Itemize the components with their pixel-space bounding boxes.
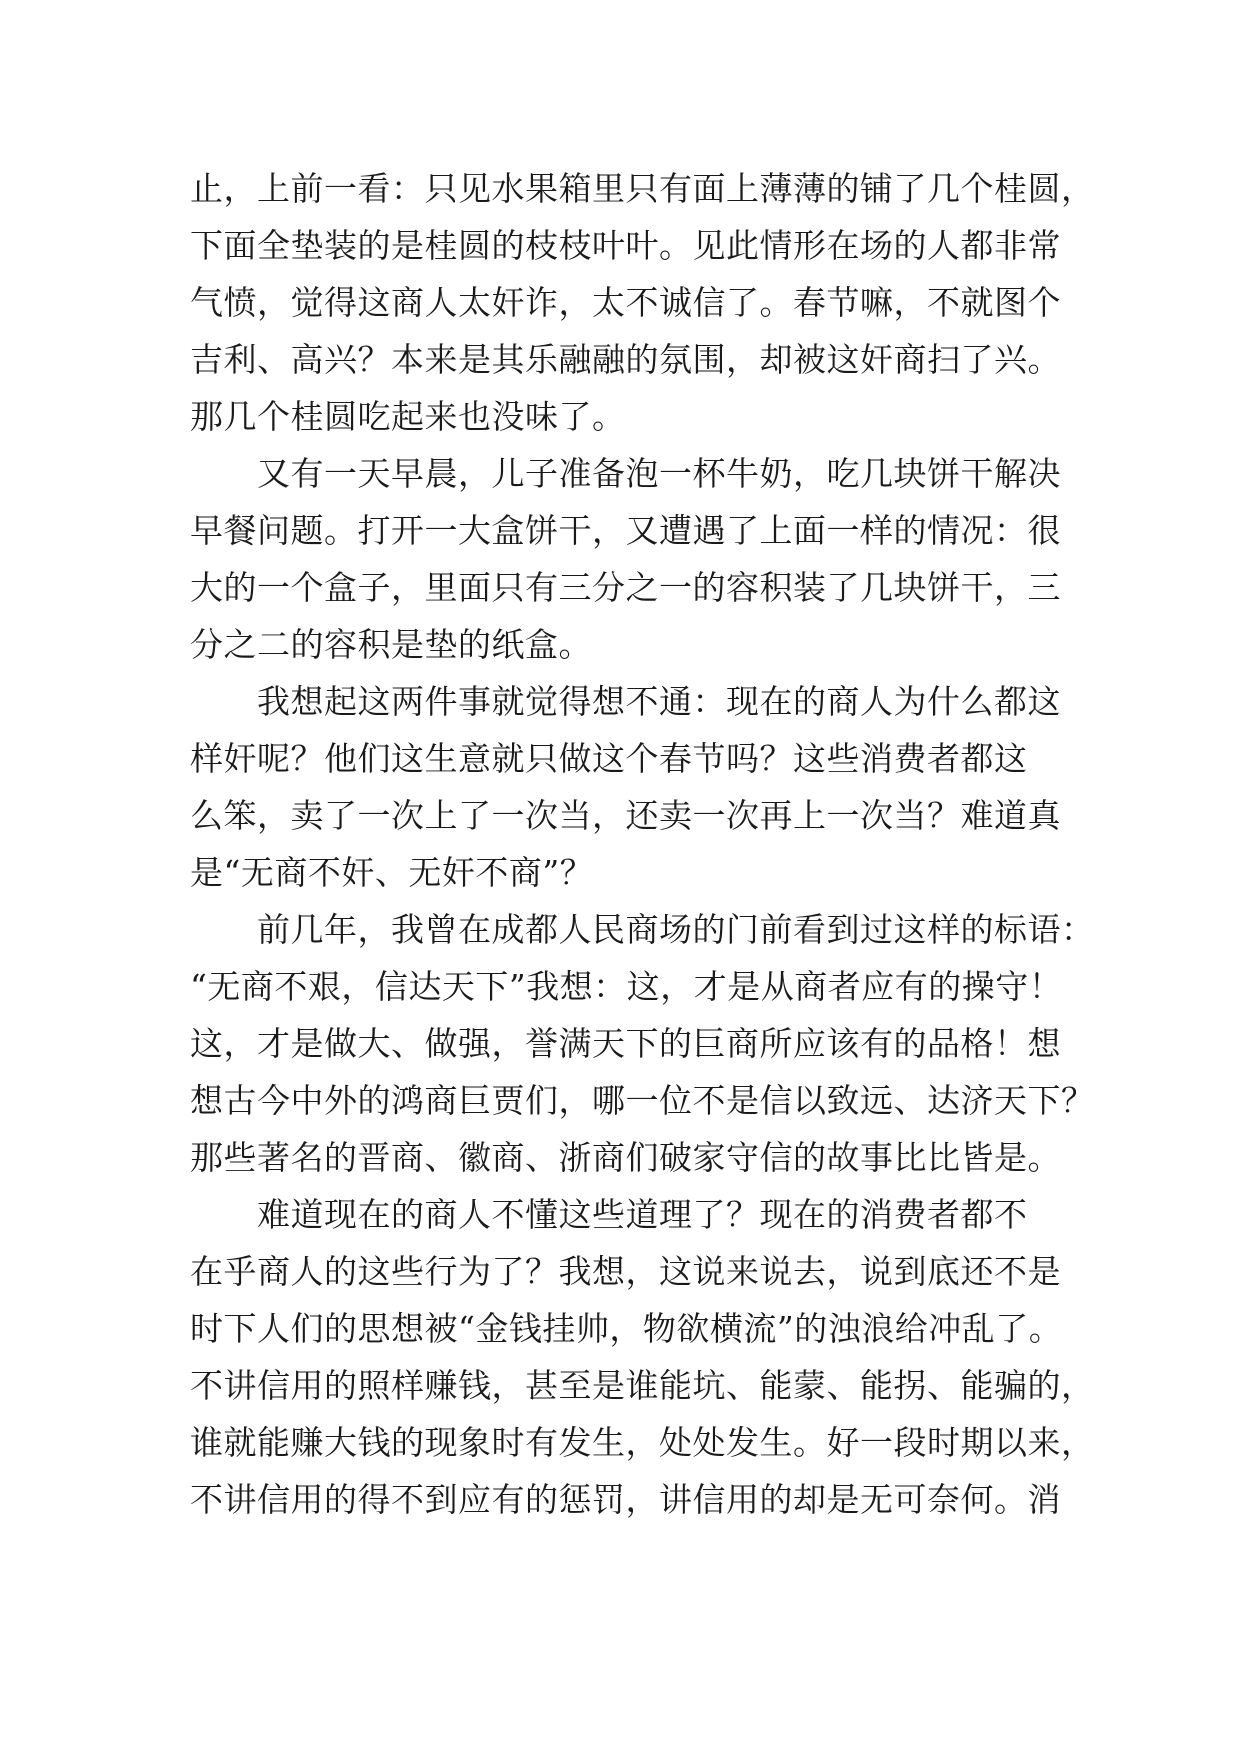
text-line: 不讲信用的照样赚钱，甚至是谁能坑、能蒙、能拐、能骗的， xyxy=(190,1366,1095,1405)
text-line: 吉利、高兴？本来是其乐融融的氛围，却被这奸商扫了兴。 xyxy=(190,340,1061,379)
text-line: 大的一个盒子，里面只有三分之一的容积装了几块饼干，三 xyxy=(190,568,1061,607)
text-line: 气愤，觉得这商人太奸诈，太不诚信了。春节嘛，不就图个 xyxy=(190,283,1061,322)
text-line: 时下人们的思想被“金钱挂帅，物欲横流”的浊浪给冲乱了。 xyxy=(190,1309,1063,1348)
text-line: 止，上前一看：只见水果箱里只有面上薄薄的铺了几个桂圆， xyxy=(190,169,1095,208)
text-line: 我想起这两件事就觉得想不通：现在的商人为什么都这 xyxy=(190,682,1061,721)
body-text xyxy=(190,160,1095,1528)
text-line: 是“无商不奸、无奸不商”？ xyxy=(190,853,594,892)
text-line: 不讲信用的得不到应有的惩罚，讲信用的却是无可奈何。消 xyxy=(190,1480,1061,1519)
text-line: 分之二的容积是垫的纸盒。 xyxy=(190,625,592,664)
text-line: 下面全垫装的是桂圆的枝枝叶叶。见此情形在场的人都非常 xyxy=(190,226,1061,265)
text-line: 样奸呢？他们这生意就只做这个春节吗？这些消费者都这 xyxy=(190,739,1028,778)
text-line: 那几个桂圆吃起来也没味了。 xyxy=(190,397,626,436)
text-line: 难道现在的商人不懂这些道理了？现在的消费者都不 xyxy=(190,1195,1028,1234)
text-line: 这，才是做大、做强，誉满天下的巨商所应该有的品格！想 xyxy=(190,1024,1061,1063)
text-line: 早餐问题。打开一大盒饼干，又遭遇了上面一样的情况：很 xyxy=(190,511,1061,550)
text-line: 那些著名的晋商、徽商、浙商们破家守信的故事比比皆是。 xyxy=(190,1138,1061,1177)
text-line: 又有一天早晨，儿子准备泡一杯牛奶，吃几块饼干解决 xyxy=(190,454,1061,493)
text-line: 谁就能赚大钱的现象时有发生，处处发生。好一段时期以来， xyxy=(190,1423,1095,1462)
text-line: 想古今中外的鸿商巨贾们，哪一位不是信以致远、达济天下？ xyxy=(190,1081,1095,1120)
text-line: 么笨，卖了一次上了一次当，还卖一次再上一次当？难道真 xyxy=(190,796,1061,835)
text-line: 在乎商人的这些行为了？我想，这说来说去，说到底还不是 xyxy=(190,1252,1061,1291)
text-line: 前几年，我曾在成都人民商场的门前看到过这样的标语： xyxy=(190,910,1095,949)
text-line: “无商不艰，信达天下”我想：这，才是从商者应有的操守！ xyxy=(190,967,1063,1006)
